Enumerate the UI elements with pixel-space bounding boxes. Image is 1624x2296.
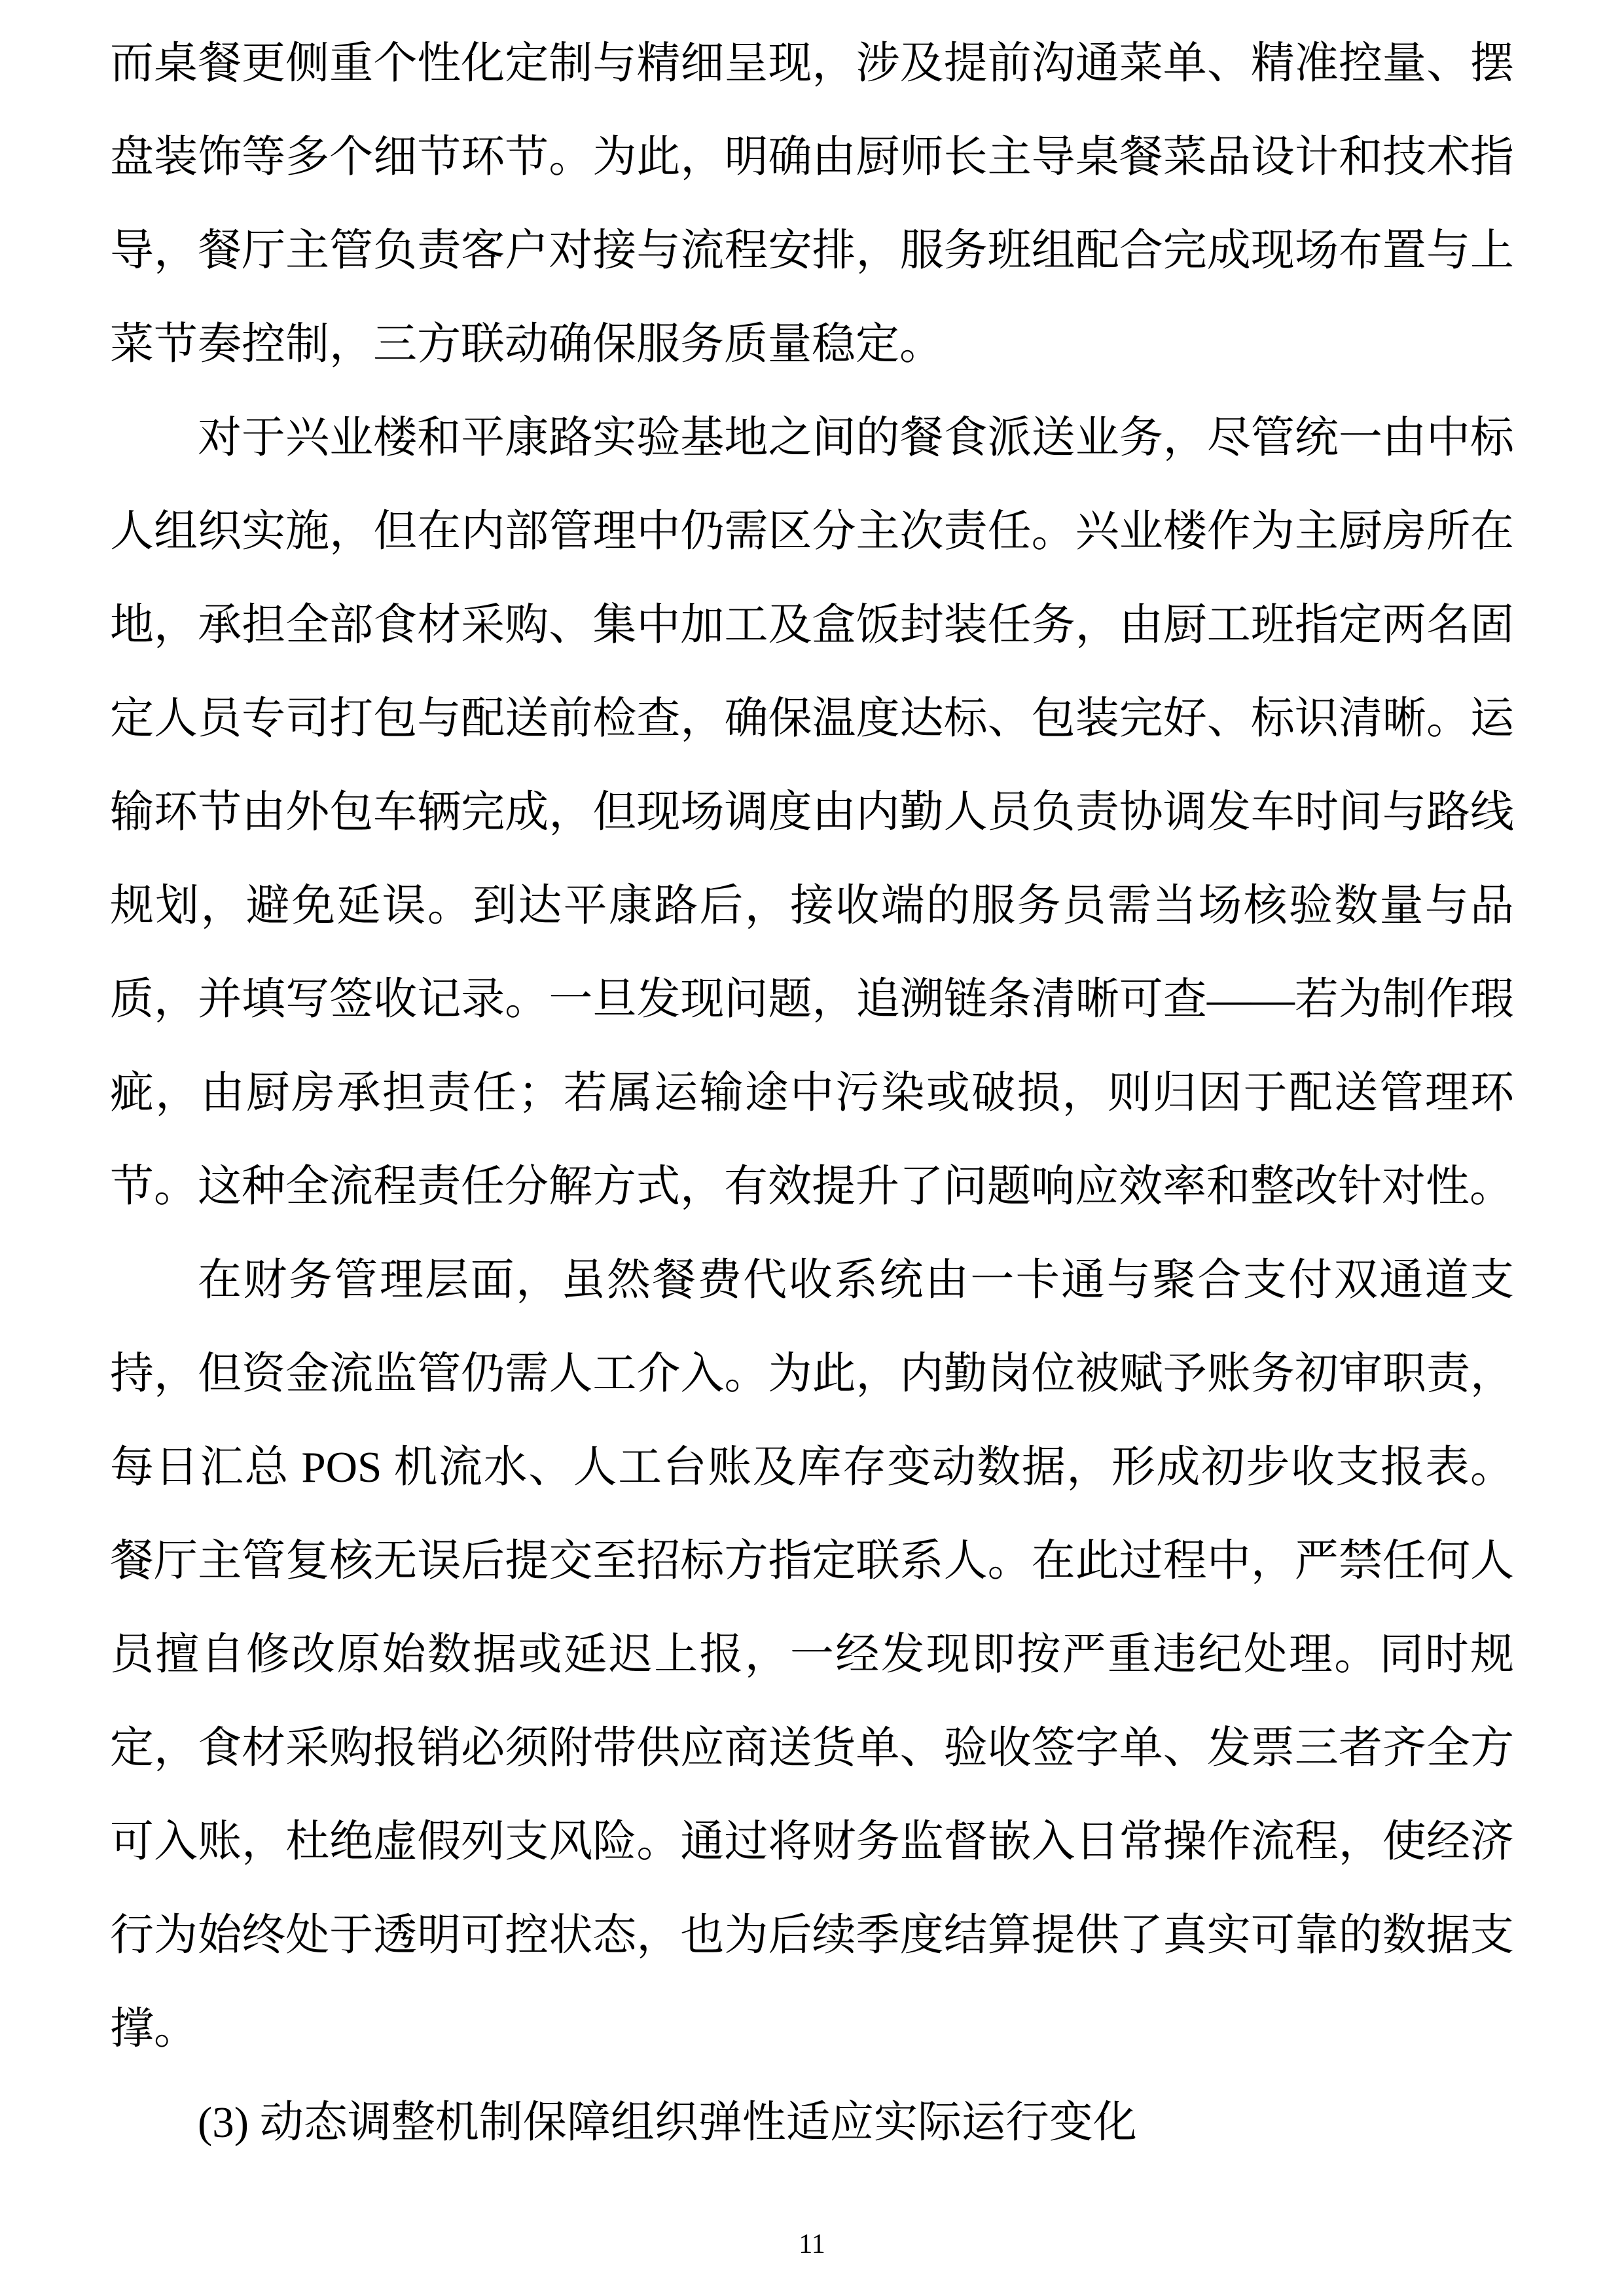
paragraph-financial-management: 在财务管理层面，虽然餐费代收系统由一卡通与聚合支付双通道支持，但资金流监管仍需人工介入。为此，内勤岗位被赋予账务初审职责，每日汇总 POS 机流水、人工台账及库存变动数据，形成初步收支报表。餐厅主管复核无误后提交至招标方指定联系人。在此过程中，严禁任何人员擅自修改原始数据或延迟上报，一经发现即按严重违纪处理。同时规定，食材采购报销必须附带供应商送货单、验收签字单、发票三者齐全方可入账，杜绝虚假列支风险。通过将财务监督嵌入日常操作流程，使经济行为始终处于透明可控状态，也为后续季度结算提供了真实可靠的数据支撑。 xyxy=(110,1256,1514,2053)
page-number: 11 xyxy=(799,2229,825,2259)
document-body xyxy=(110,17,1514,2170)
section-heading-dynamic-adjustment: (3) 动态调整机制保障组织弹性适应实际运行变化 xyxy=(198,2098,1137,2147)
paragraph-meal-delivery: 对于兴业楼和平康路实验基地之间的餐食派送业务，尽管统一由中标人组织实施，但在内部管理中仍需区分主次责任。兴业楼作为主厨房所在地，承担全部食材采购、集中加工及盒饭封装任务，由厨工班指定两名固定人员专司打包与配送前检查，确保温度达标、包装完好、标识清晰。运输环节由外包车辆完成，但现场调度由内勤人员负责协调发车时间与路线规划，避免延误。到达平康路后，接收端的服务员需当场核验数量与品质，并填写签收记录。一旦发现问题，追溯链条清晰可查——若为制作瑕疵，由厨房承担责任；若属运输途中污染或破损，则归因于配送管理环节。这种全流程责任分解方式，有效提升了问题响应效率和整改针对性。 xyxy=(110,414,1514,1211)
paragraph-table-banquet-service: 而桌餐更侧重个性化定制与精细呈现，涉及提前沟通菜单、精准控量、摆盘装饰等多个细节环节。为此，明确由厨师长主导桌餐菜品设计和技术指导，餐厅主管负责客户对接与流程安排，服务班组配合完成现场布置与上菜节奏控制，三方联动确保服务质量稳定。 xyxy=(110,39,1514,368)
